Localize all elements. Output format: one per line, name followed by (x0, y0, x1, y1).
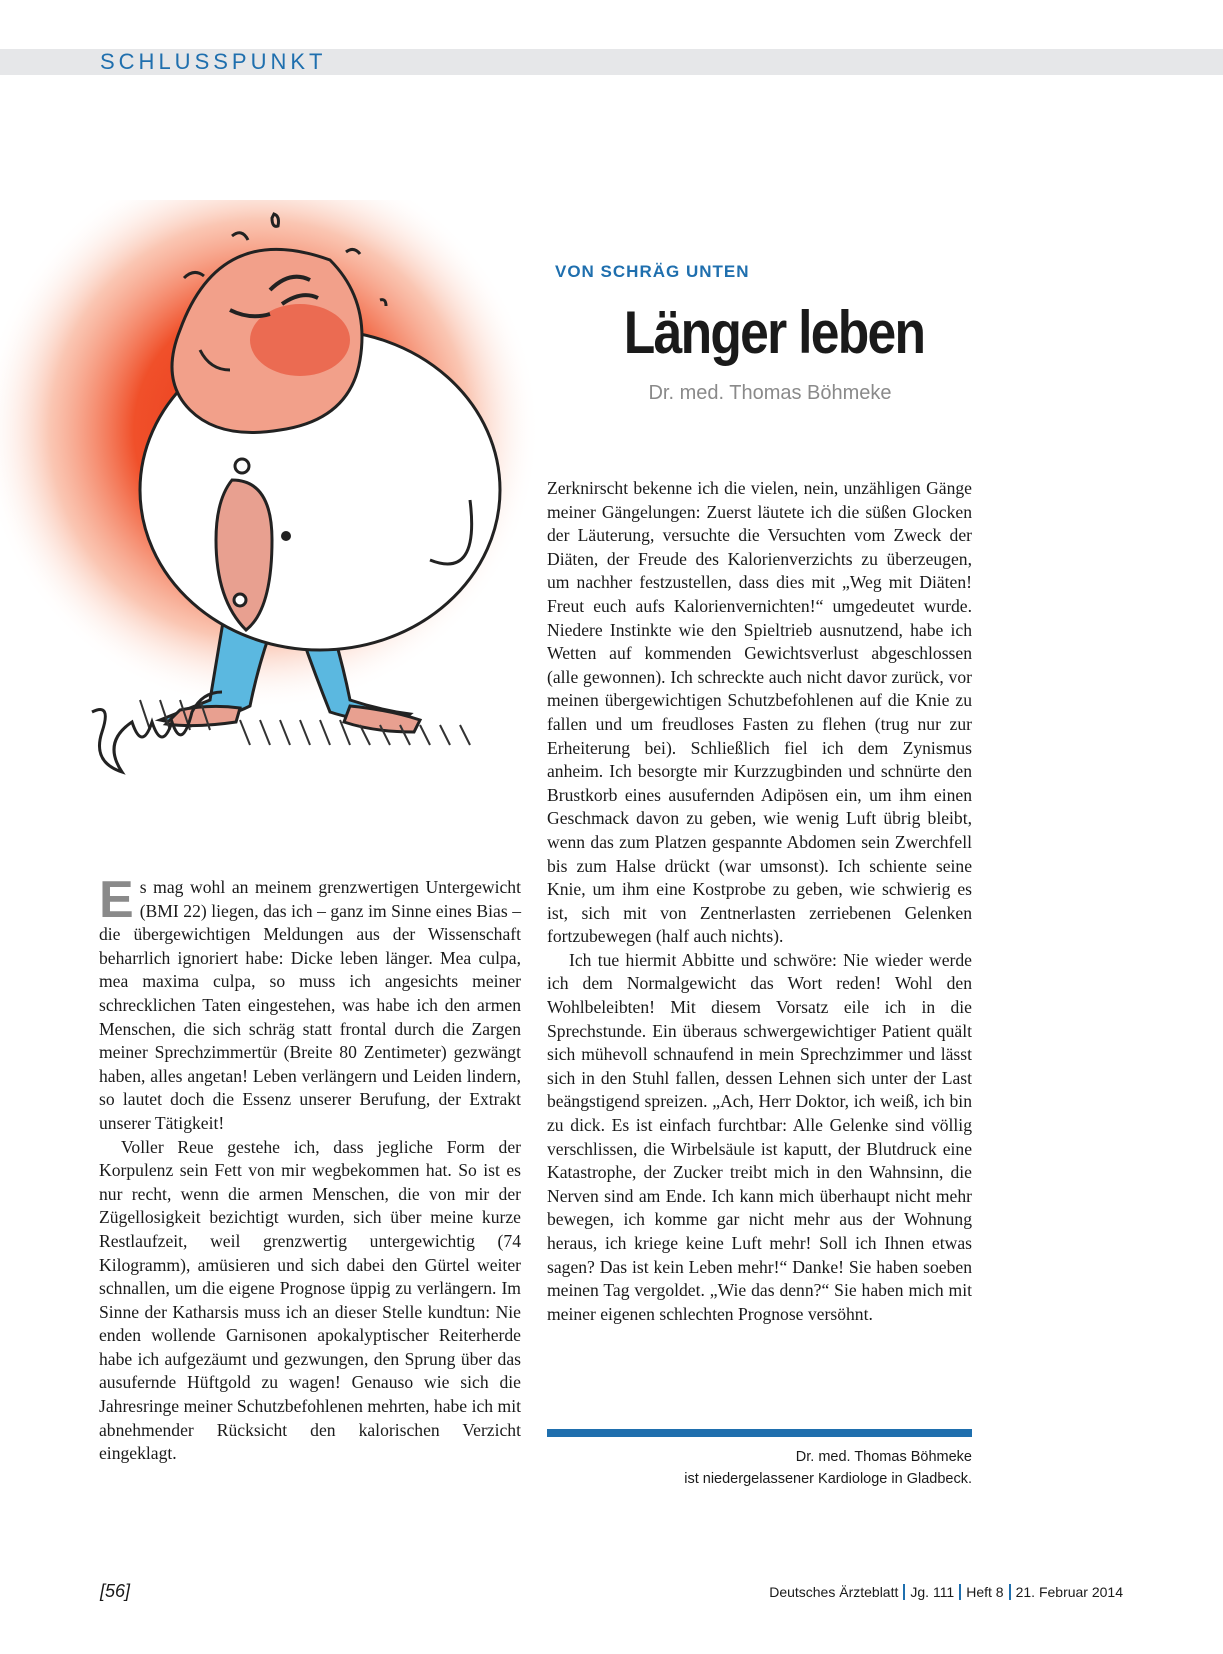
divider-rule (547, 1429, 972, 1437)
journal-date: 21. Februar 2014 (1015, 1584, 1123, 1600)
section-label: SCHLUSSPUNKT (100, 49, 327, 74)
article-kicker: VON SCHRÄG UNTEN (555, 262, 750, 281)
cartoon-illustration (0, 200, 560, 820)
journal-name: Deutsches Ärzteblatt (769, 1584, 899, 1600)
paragraph: Zerknirscht bekenne ich die vielen, nein, unzähligen Gänge meiner Gängelungen: Zuerst läutete ich die süßen Glocken der Läuterung, versuchte die Versuchten vom Zweck der Diäten, der Freude des Kalorienverzichts zu überzeugen, um nachher festzustellen, dass dies mit „Weg mit Diäten! Freut euch aufs Kalorienvernichten!“ umgedeutet wurde. Niedere Instinkte wie den Spieltrieb ausnutzend, habe ich Wetten auf kommenden Gewichtsverlust abgeschlossen (alle gewonnen). Ich schreckte auch nicht davor zurück, vor meinen übergewichtigen Schutzbefohlenen auf die Knie zu fallen und um freudloses Fasten zu flehen (trug nur zur Erheiterung bei). Schließlich fiel ich dem Zynismus anheim. Ich besorgte mir Kurzzugbinden und schnürte den Brustkorb eines ausufernden Adipösen ein, um ihm einen Geschmack davon zu geben, wie wenig Luft übrig bleibt, wenn das zum Platzen gespannte Abdomen sein Zwerchfell bis zum Halse drückt (war umsonst). Ich schiente seine Knie, um ihm eine Kostprobe zu geben, wie schwierig es ist, sich mit von Zentnerlasten zerriebenen Gelenken fortzubewegen (half auch nichts). (547, 478, 972, 947)
journal-volume: Jg. 111 (910, 1584, 955, 1600)
paragraph: Voller Reue gestehe ich, dass jegliche Form der Korpulenz sein Fett von mir wegbekommen hat. So ist es nur recht, wenn die armen Menschen, die von mir der Zügellosigkeit bezichtigt wurden, sich über meine kurze Restlaufzeit, weil grenzwertig untergewichtig (74 Kilogramm), amüsieren und sich dabei den Gürtel weiter schnallen, um die eigene Prognose üppig zu verlängern. Im Sinne der Katharsis muss ich an dieser Stelle kundtun: Nie enden wollende Garnisonen apokalyptischer Reiterherde habe ich aufgezäumt und gezwungen, den Sprung über das ausufernde Hüftgold zu wagen! Genauso wie sich die Jahresringe meiner Schutzbefohlenen mehrten, habe ich mit abnehmender Rücksicht den kalorischen Verzicht eingeklagt. (99, 1136, 521, 1464)
text-column-right (547, 477, 972, 1326)
text-column-left (99, 871, 521, 1466)
bio-text: ist niedergelassener Kardiologe in Gladbeck. (684, 1471, 972, 1487)
article-author: Dr. med. Thomas Böhmeke (648, 382, 892, 404)
drop-cap: E (99, 871, 134, 929)
journal-footer (769, 1584, 1123, 1600)
bio-name: Dr. med. Thomas Böhmeke (795, 1449, 972, 1465)
paragraph: Ich tue hiermit Abbitte und schwöre: Nie wieder werde ich dem Normalgewicht das Wort reden! Wohl den Wohlbeleibten! Mit diesem Vorsatz eile ich in die Sprechstunde. Ein überaus schwergewichtiger Patient quält sich mühevoll schnaufend in mein Sprechzimmer und lässt sich in den Stuhl fallen, dessen Lehnen sich unter der Last beängstigend spreizen. „Ach, Herr Doktor, ich weiß, ich bin zu dick. Es ist einfach furchtbar: Alle Gelenke sind völlig verschlissen, die Wirbelsäule ist kaputt, der Blutdruck eine Katastrophe, der Zucker treibt mich in den Wahnsinn, die Nerven sind am Ende. Ich kann mich überhaupt nicht mehr bewegen, ich komme gar nicht mehr aus der Wohnung heraus, ich kriege keine Luft mehr! Soll ich Ihnen etwas sagen? Das ist kein Leben mehr!“ Danke! Sie haben soeben meinen Tag vergoldet. „Wie das denn?“ Sie haben mich mit meiner eigenen schlechten Prognose versöhnt. (547, 949, 972, 1324)
article-title: Länger leben (623, 299, 925, 366)
author-bio (547, 1446, 972, 1490)
journal-issue: Heft 8 (966, 1584, 1004, 1600)
page-number: [56] (100, 1581, 131, 1601)
paragraph: Es mag wohl an meinem grenzwertigen Untergewicht (BMI 22) liegen, das ich – ganz im Sinne eines Bias – die übergewichtigen Meldungen aus der Wissenschaft beharrlich ignoriert habe: Dicke leben länger. Mea culpa, mea maxima culpa, so muss ich angesichts meiner schrecklichen Taten eingestehen, was habe ich den armen Menschen, die sich schräg statt frontal durch die Zargen meiner Sprechzimmertür (Breite 80 Zentimeter) gezwängt haben, alles angetan! Leben verlängern und Leiden lindern, so lautet doch die Essenz unserer Berufung, der Extrakt unserer Tätigkeit! (99, 871, 521, 1133)
